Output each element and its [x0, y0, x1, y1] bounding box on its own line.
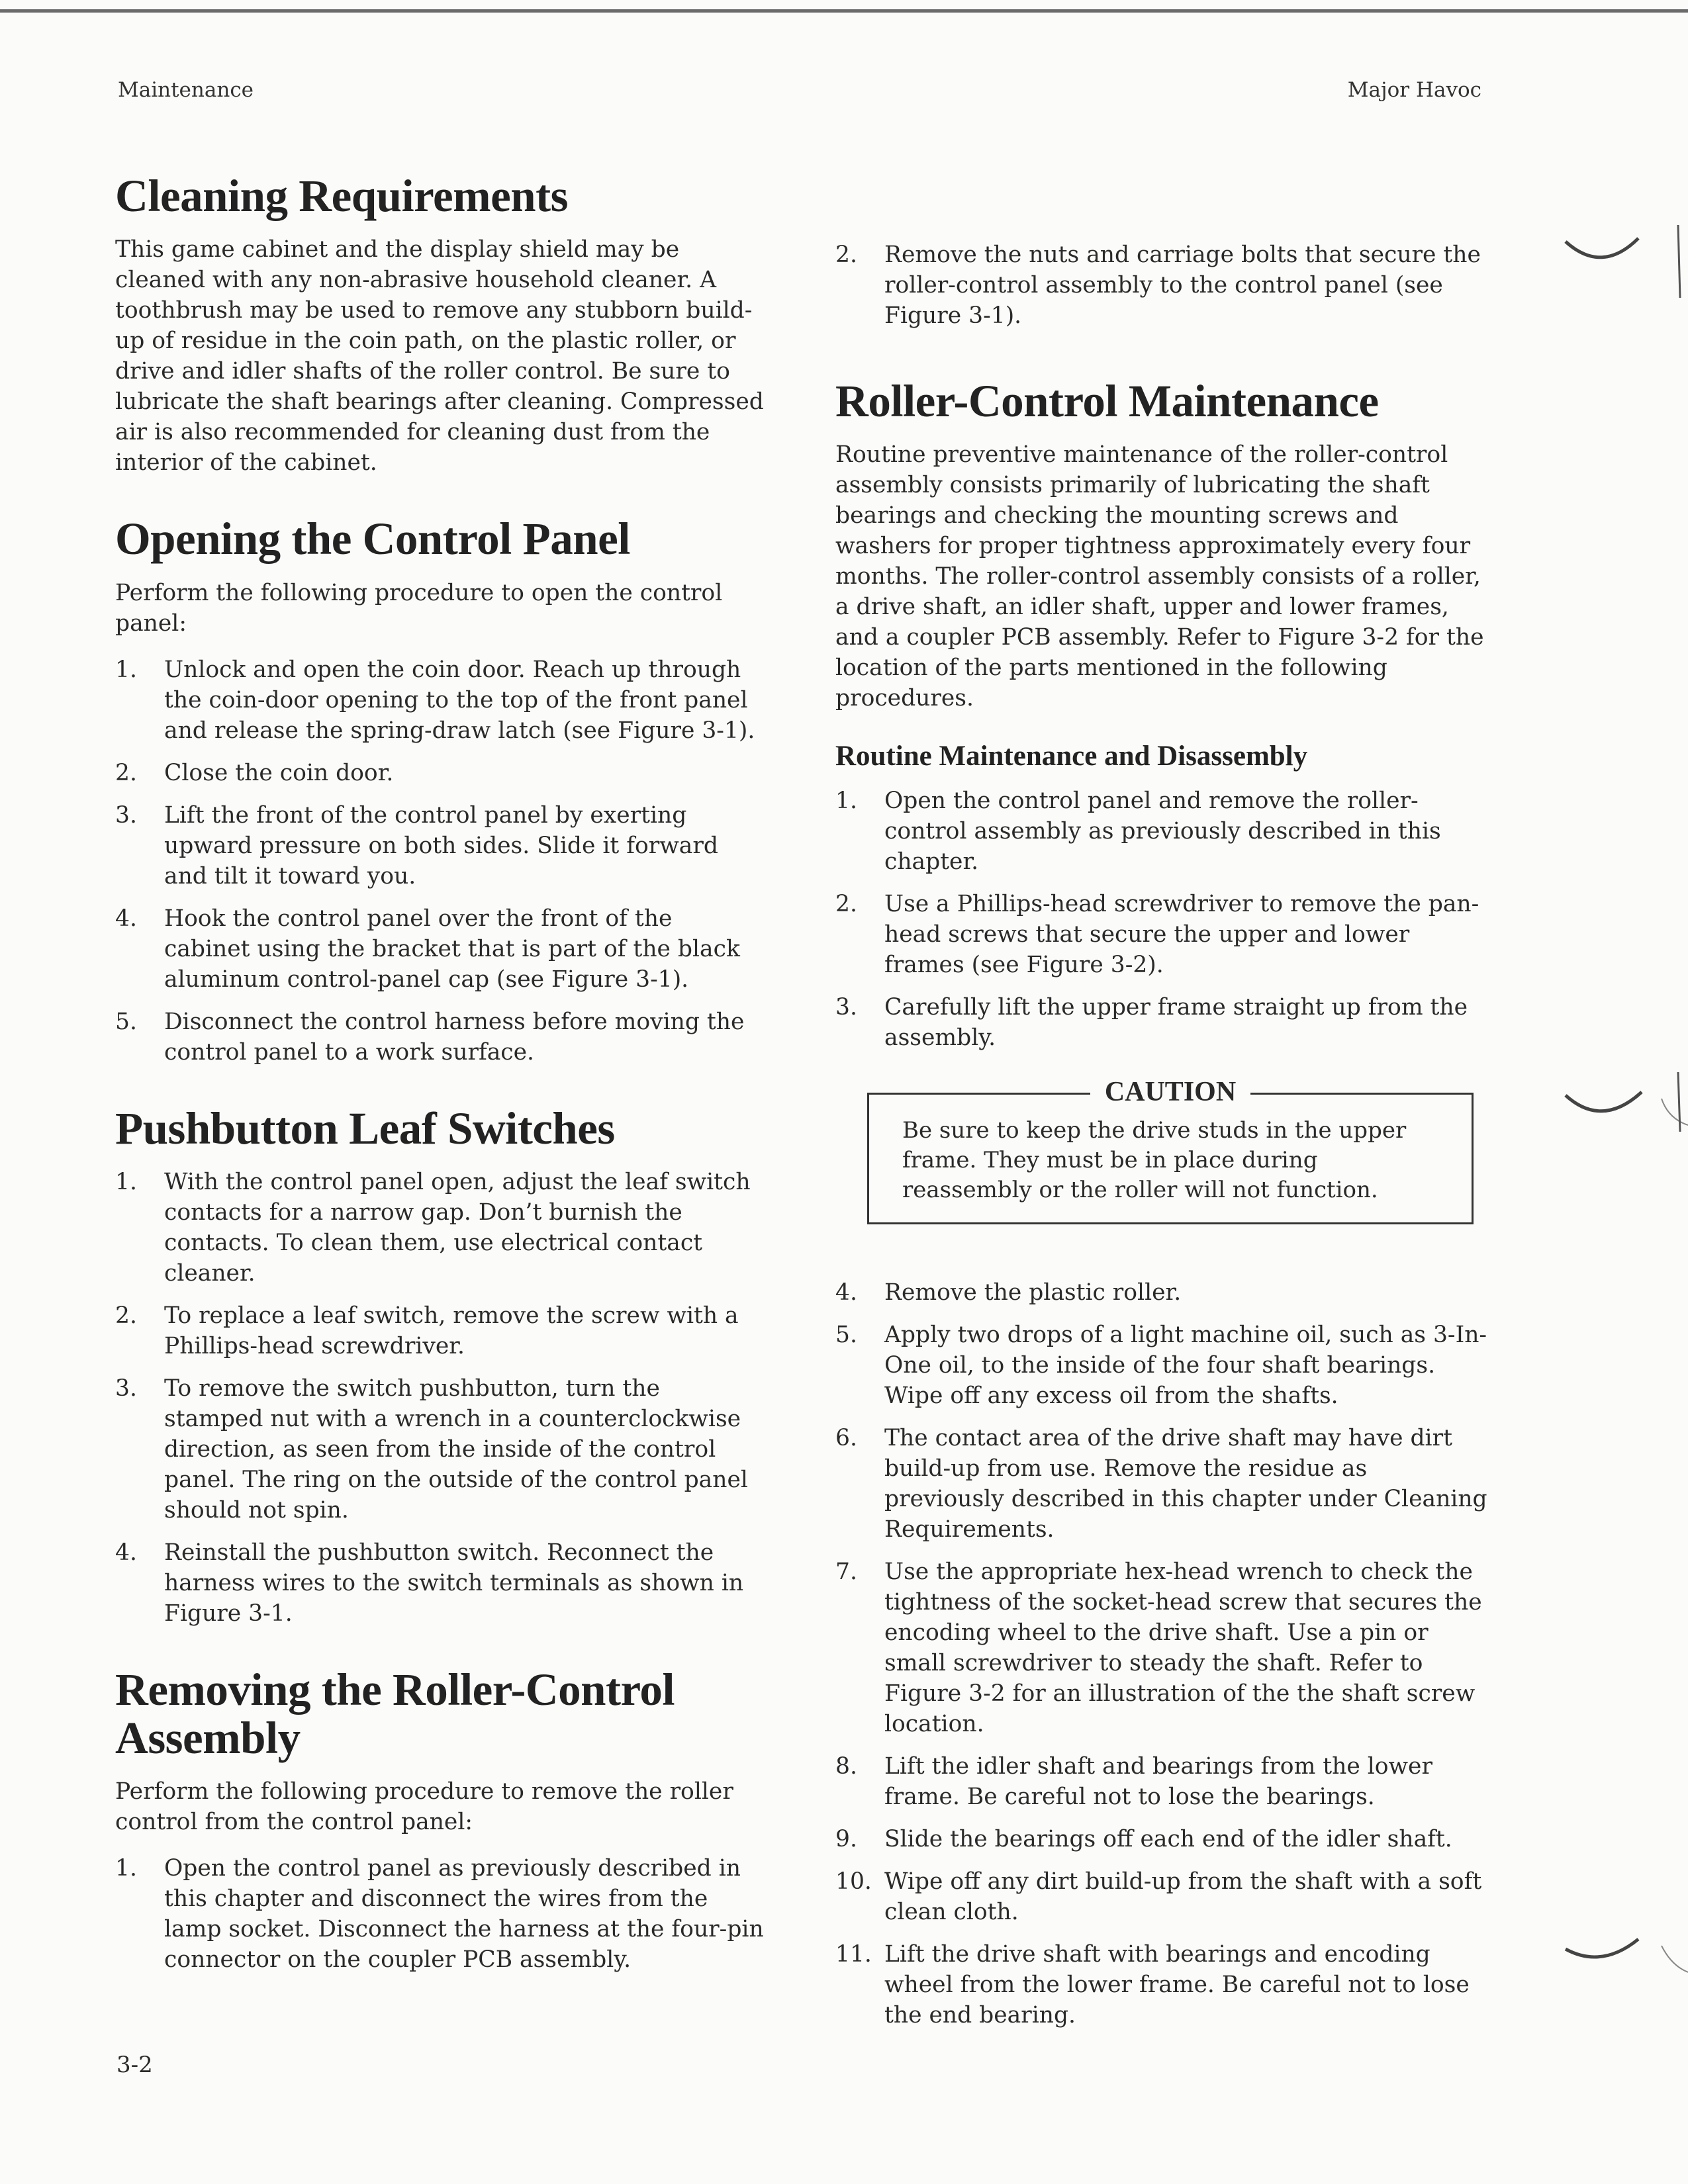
opening-steps — [115, 655, 764, 1068]
heading-maintenance: Roller-Control Maintenance — [835, 376, 1379, 426]
step-number: 3. — [115, 1375, 137, 1402]
list-item — [115, 1373, 764, 1525]
list-item — [115, 1007, 764, 1068]
step-number: 2. — [835, 242, 857, 268]
binder-hole-mark — [1562, 218, 1688, 304]
step-number: 8. — [835, 1753, 857, 1780]
list-item — [115, 655, 764, 746]
left-column — [115, 172, 764, 2012]
heading-cleaning: Cleaning Requirements — [115, 171, 568, 221]
list-item — [835, 889, 1491, 980]
section-cleaning — [115, 172, 764, 478]
maintenance-body: Routine preventive maintenance of the roller-control assembly consists primarily of lubricating the shaft bearings and checking the mounting screws and washers for proper tightness approximately every four months. The roller-control assembly consists of a roller, a drive shaft, an idler shaft, upper and lower frames, and a coupler PCB assembly. Refer to Figure 3-2 for the location of the parts mentioned in the following procedures. — [835, 441, 1484, 712]
step-text: To replace a leaf switch, remove the screw with a Phillips-head screwdriver. — [164, 1302, 739, 1360]
step-text: Carefully lift the upper frame straight up from the assembly. — [884, 994, 1468, 1052]
step-text: Lift the drive shaft with bearings and encoding wheel from the lower frame. Be careful not to lose the end bearing. — [884, 1941, 1470, 2029]
heading-pushbutton: Pushbutton Leaf Switches — [115, 1103, 615, 1154]
step-text: The contact area of the drive shaft may have dirt build-up from use. Remove the residue as previously described in this chapter under Cleaning Requirements. — [884, 1425, 1487, 1543]
removing-intro: Perform the following procedure to remove the roller control from the control panel: — [115, 1778, 733, 1836]
step-text: Reinstall the pushbutton switch. Reconnect the harness wires to the switch terminals as shown in Figure 3-1. — [164, 1539, 744, 1627]
step-number: 6. — [835, 1425, 857, 1452]
step-text: Remove the nuts and carriage bolts that secure the roller-control assembly to the control panel (see Figure 3-1). — [884, 242, 1481, 329]
list-item — [835, 992, 1491, 1053]
step-text: Remove the plastic roller. — [884, 1279, 1182, 1306]
list-item — [115, 1300, 764, 1361]
step-number: 9. — [835, 1826, 857, 1853]
pushbutton-steps — [115, 1167, 764, 1629]
step-number: 4. — [115, 905, 137, 932]
step-number: 3. — [115, 801, 137, 829]
section-routine — [835, 740, 1491, 2030]
list-item — [835, 1939, 1491, 2030]
step-text: Lift the idler shaft and bearings from the lower frame. Be careful not to lose the bearings. — [884, 1753, 1432, 1811]
routine-steps-continued — [835, 1277, 1491, 2030]
list-item — [115, 758, 764, 788]
binder-hole-mark — [1562, 1066, 1688, 1152]
step-text: Slide the bearings off each end of the idler shaft. — [884, 1826, 1452, 1853]
right-column — [835, 240, 1491, 2044]
list-item — [835, 1557, 1491, 1739]
cleaning-body: This game cabinet and the display shield may be cleaned with any non-abrasive household cleaner. A toothbrush may be used to remove any stubborn build-up of residue in the coin path, on the plastic roller, or drive and idler shafts of the roller control. Be sure to lubricate the shaft bearings after cleaning. Compressed air is also recommended for cleaning dust from the interior of the cabinet. — [115, 236, 764, 477]
list-item — [835, 1277, 1491, 1308]
opening-intro: Perform the following procedure to open the control panel: — [115, 579, 723, 637]
routine-steps — [835, 786, 1491, 1053]
list-item — [115, 903, 764, 995]
scan-edge-line — [0, 9, 1688, 13]
step-text: Disconnect the control harness before moving the control panel to a work surface. — [164, 1008, 745, 1066]
caution-title: CAUTION — [1090, 1077, 1250, 1107]
step-text: Open the control panel and remove the roller-control assembly as previously described in this chapter. — [884, 788, 1441, 876]
step-number: 1. — [835, 788, 857, 815]
step-number: 1. — [115, 1169, 137, 1196]
step-number: 4. — [835, 1279, 857, 1306]
removing-steps-continued — [835, 240, 1491, 331]
heading-removing: Removing the Roller-Control Assembly — [115, 1664, 675, 1763]
section-pushbutton — [115, 1105, 764, 1629]
page-number: 3-2 — [117, 2052, 153, 2078]
caution-box — [867, 1077, 1474, 1224]
list-item — [835, 1423, 1491, 1545]
step-number: 4. — [115, 1539, 137, 1567]
step-text: Hook the control panel over the front of the cabinet using the bracket that is part of the black aluminum control-panel cap (see Figure 3-1). — [164, 905, 740, 993]
step-text: Wipe off any dirt build-up from the shaft with a soft clean cloth. — [884, 1868, 1482, 1926]
list-item — [115, 800, 764, 891]
step-number: 5. — [115, 1008, 137, 1035]
step-text: With the control panel open, adjust the leaf switch contacts for a narrow gap. Don’t burnish the contacts. To clean them, use electrical contact cleaner. — [164, 1169, 751, 1287]
caution-title-wrap — [869, 1076, 1472, 1108]
binder-hole-mark — [1562, 1906, 1688, 1992]
step-number: 3. — [835, 994, 857, 1021]
step-text: Unlock and open the coin door. Reach up through the coin-door opening to the top of the front panel and release the spring-draw latch (see Figure 3-1). — [164, 656, 755, 744]
step-number: 7. — [835, 1559, 857, 1586]
running-header-left: Maintenance — [118, 78, 254, 102]
list-item — [835, 240, 1491, 331]
step-number: 2. — [115, 1302, 137, 1330]
section-removing — [115, 1666, 764, 1975]
heading-routine: Routine Maintenance and Disassembly — [835, 741, 1308, 772]
list-item — [835, 1824, 1491, 1854]
step-text: Use the appropriate hex-head wrench to check the tightness of the socket-head screw that secures the encoding wheel to the drive shaft. Use a pin or small screwdriver to steady the shaft. Refer to Figure 3-2 for an illustration of the the shaft screw location. — [884, 1559, 1482, 1738]
running-header-right: Major Havoc — [1347, 78, 1481, 102]
step-text: Lift the front of the control panel by exerting upward pressure on both sides. Slide it forward and tilt it toward you. — [164, 801, 718, 889]
step-text: Close the coin door. — [164, 759, 394, 786]
step-number: 5. — [835, 1322, 857, 1349]
caution-body: Be sure to keep the drive studs in the upper frame. They must be in place during reassembly or the roller will not function. — [902, 1117, 1407, 1204]
section-maintenance — [835, 377, 1491, 713]
step-text: Apply two drops of a light machine oil, such as 3-In-One oil, to the inside of the four shaft bearings. Wipe off any excess oil from the shafts. — [884, 1322, 1487, 1410]
step-number: 2. — [115, 759, 137, 786]
step-text: Use a Phillips-head screwdriver to remove the pan-head screws that secure the upper and lower frames (see Figure 3-2). — [884, 891, 1479, 979]
step-number: 1. — [115, 1855, 137, 1882]
section-opening — [115, 515, 764, 1067]
step-number: 2. — [835, 891, 857, 918]
list-item — [835, 1751, 1491, 1812]
step-text: Open the control panel as previously described in this chapter and disconnect the wires from the lamp socket. Disconnect the harness at the four-pin connector on the coupler PCB assembly. — [164, 1855, 764, 1974]
list-item — [835, 1320, 1491, 1411]
step-number: 11. — [835, 1941, 872, 1968]
list-item — [835, 786, 1491, 877]
step-text: To remove the switch pushbutton, turn the stamped nut with a wrench in a counterclockwise direction, as seen from the inside of the control panel. The ring on the outside of the control panel should not spin. — [164, 1375, 748, 1524]
list-item — [835, 1866, 1491, 1927]
list-item — [115, 1537, 764, 1629]
list-item — [115, 1167, 764, 1289]
heading-opening: Opening the Control Panel — [115, 514, 630, 565]
list-item — [115, 1853, 764, 1975]
removing-steps — [115, 1853, 764, 1975]
step-number: 10. — [835, 1868, 872, 1895]
step-number: 1. — [115, 656, 137, 683]
